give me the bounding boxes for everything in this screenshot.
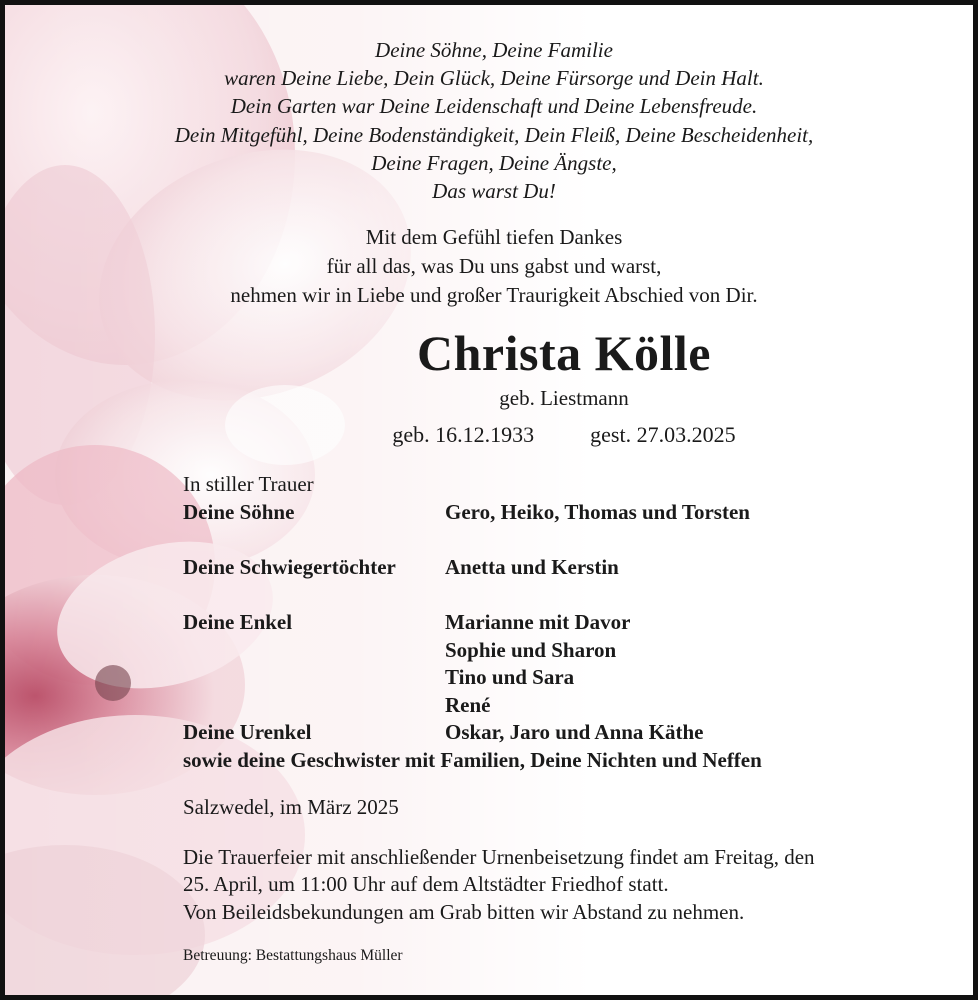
mourner-row-daughters-in-law: [183, 554, 943, 582]
mourner-names: Anetta und Kerstin: [445, 554, 619, 579]
grandchild-entry: Sophie und Sharon: [445, 637, 617, 662]
poem-line: Deine Fragen, Deine Ängste,: [371, 150, 617, 175]
death-date: gest. 27.03.2025: [590, 422, 736, 447]
deceased-name: Christa Kölle: [417, 325, 711, 381]
ceremony-info: [183, 844, 953, 926]
mourning-intro: In stiller Trauer: [183, 472, 314, 496]
grandchild-entry: René: [445, 692, 491, 717]
farewell-line: nehmen wir in Liebe und großer Traurigkeit Abschied von Dir.: [230, 283, 758, 307]
poem-line: waren Deine Liebe, Dein Glück, Deine Fürsorge und Dein Halt.: [224, 66, 764, 91]
poem-line: Deine Söhne, Deine Familie: [375, 38, 613, 62]
grandchild-entry: Tino und Sara: [445, 665, 575, 690]
other-relatives: sowie deine Geschwister mit Familien, Deine Nichten und Neffen: [183, 747, 762, 772]
mourner-label: Deine Enkel: [183, 609, 293, 634]
mourner-label: Deine Söhne: [183, 499, 295, 524]
ceremony-line: 25. April, um 11:00 Uhr auf dem Altstädter Friedhof statt.: [183, 872, 669, 897]
life-dates: [5, 421, 978, 449]
poem-line: Das warst Du!: [432, 179, 556, 204]
farewell-line: Mit dem Gefühl tiefen Dankes: [365, 225, 623, 249]
ceremony-line: Von Beileidsbekundungen am Grab bitten wir Abstand zu nehmen.: [183, 899, 745, 924]
mourner-names: Oskar, Jaro und Anna Käthe: [445, 720, 704, 745]
birth-date: geb. 16.12.1933: [392, 422, 535, 447]
ceremony-line: Die Trauerfeier mit anschließender Urnenbeisetzung findet am Freitag, den: [183, 845, 815, 869]
farewell-line: für all das, was Du uns gabst und warst,: [326, 254, 662, 278]
poem: [5, 36, 978, 205]
mourner-row-sons: [183, 499, 943, 527]
grandchild-entry: Marianne mit Davor: [445, 609, 631, 634]
mourner-names: [445, 609, 630, 719]
birth-name: geb. Liestmann: [499, 386, 629, 410]
farewell-text: [5, 223, 978, 310]
mourners-list: [183, 471, 943, 775]
mourner-row-great-grandchildren: [183, 719, 943, 747]
funeral-service-credit: Betreuung: Bestattungshaus Müller: [183, 947, 403, 964]
place-and-date: Salzwedel, im März 2025: [183, 795, 399, 819]
mourner-row-grandchildren: [183, 609, 943, 719]
mourner-label: Deine Schwiegertöchter: [183, 554, 396, 579]
mourner-names: Gero, Heiko, Thomas und Torsten: [445, 499, 750, 524]
mourner-label: Deine Urenkel: [183, 720, 312, 745]
poem-line: Dein Mitgefühl, Deine Bodenständigkeit, Dein Fleiß, Deine Bescheidenheit,: [174, 122, 814, 147]
poem-line: Dein Garten war Deine Leidenschaft und Deine Lebensfreude.: [230, 94, 758, 119]
